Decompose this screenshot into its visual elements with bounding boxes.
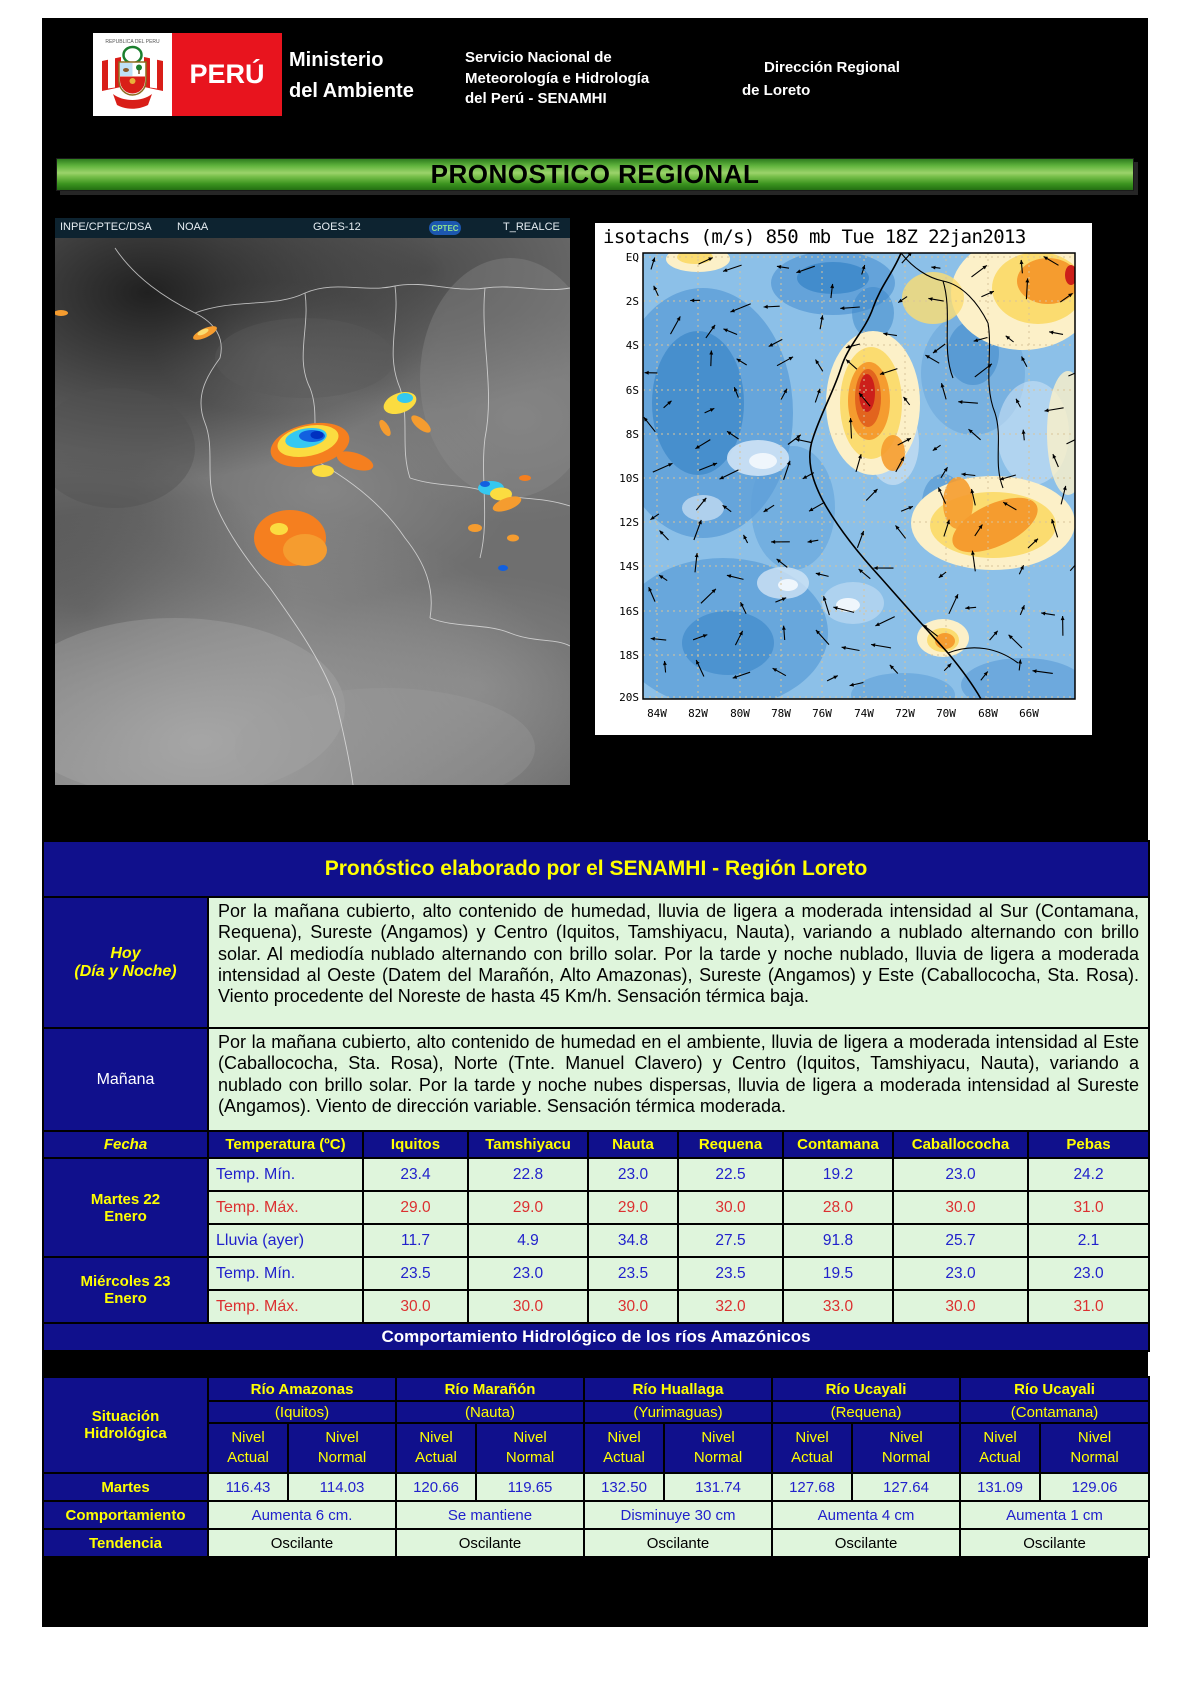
city-header: Tamshiyacu [468, 1131, 588, 1158]
temp-value: 22.5 [678, 1158, 783, 1191]
cptec-logo-text: CPTEC [431, 224, 459, 233]
tendencia-value: Oscilante [584, 1529, 772, 1557]
rain-value: 2.1 [1028, 1224, 1149, 1257]
regional-direction [742, 56, 900, 103]
temp-value: 23.0 [468, 1257, 588, 1290]
forecast-title-cell [43, 841, 1149, 897]
level-value: 131.09 [960, 1473, 1040, 1501]
level-value: 129.06 [1040, 1473, 1149, 1501]
comportamiento-value: Se mantiene [396, 1501, 584, 1529]
level-value: 114.03 [288, 1473, 396, 1501]
temp-value: 30.0 [363, 1290, 468, 1323]
temp-value: 22.8 [468, 1158, 588, 1191]
level-value: 131.74 [664, 1473, 772, 1501]
comportamiento-label: Comportamiento [43, 1501, 208, 1529]
banner-pronostico-regional [56, 158, 1134, 191]
level-value: 127.64 [852, 1473, 960, 1501]
ministry-line2: del Ambiente [289, 80, 414, 102]
lat-tick: 18S [619, 649, 639, 662]
isotach-title: isotachs (m/s) 850 mb Tue 18Z 22jan2013 [603, 226, 1026, 248]
temp-value: 23.0 [893, 1158, 1028, 1191]
date-miercoles-23: Miércoles 23 Enero [43, 1257, 208, 1323]
row-label-temp-min: Temp. Mín. [208, 1257, 363, 1290]
nivel-normal-header: Nivel Normal [852, 1423, 960, 1473]
lat-tick: 2S [625, 295, 639, 308]
forecast-table [42, 840, 1150, 1352]
level-value: 127.68 [772, 1473, 852, 1501]
temp-value: 32.0 [678, 1290, 783, 1323]
temp-value: 29.0 [588, 1191, 678, 1224]
lon-tick: 72W [895, 707, 915, 720]
city-header: Contamana [783, 1131, 893, 1158]
date-martes-22: Martes 22 Enero [43, 1158, 208, 1257]
nivel-normal-header: Nivel Normal [288, 1423, 396, 1473]
river-name: Río Amazonas [208, 1377, 396, 1401]
ministry-name [289, 45, 414, 107]
comportamiento-value: Aumenta 6 cm. [208, 1501, 396, 1529]
river-station: (Requena) [772, 1401, 960, 1423]
level-value: 132.50 [584, 1473, 664, 1501]
service-line2: Meteorología e Hidrología [465, 69, 650, 87]
temp-value: 30.0 [678, 1191, 783, 1224]
river-name: Río Ucayali [960, 1377, 1149, 1401]
martes-label: Martes [43, 1473, 208, 1501]
lon-tick: 84W [647, 707, 667, 720]
lat-tick: EQ [625, 251, 639, 264]
river-name: Río Huallaga [584, 1377, 772, 1401]
city-header: Nauta [588, 1131, 678, 1158]
satellite-image-panel [55, 218, 570, 785]
isotach-map-panel [595, 223, 1092, 735]
nivel-normal-header: Nivel Normal [664, 1423, 772, 1473]
today-forecast-text: Por la mañana cubierto, alto contenido de humedad, lluvia de ligera a moderada intensidad al Sur (Contamana, Requena), Sureste (Angamos) y Centro (Iquitos, Tamshiyacu, Nauta), variando a nublado alternando con brillo solar. Al mediodía nublado alternando con brillo solar. Por la tarde y noche nublado, lluvia de ligera a moderada intensidad al Oeste (Datem del Marañón, Alto Amazonas), Sureste (Angamos) y Este (Caballococha, Sta. Rosa). Viento procedente del Noreste de hasta 45 Km/h. Sensación térmica baja. [208, 897, 1149, 1028]
satellite-channel-label: T_REALCE [503, 221, 560, 233]
satellite-agency-label: NOAA [177, 221, 209, 233]
row-label-temp-max: Temp. Máx. [208, 1290, 363, 1323]
lat-tick: 6S [625, 384, 639, 397]
satellite-header-bar [55, 218, 570, 238]
nivel-actual-header: Nivel Actual [584, 1423, 664, 1473]
service-line1: Servicio Nacional de [465, 49, 612, 66]
row-label-lluvia: Lluvia (ayer) [208, 1224, 363, 1257]
rain-value: 91.8 [783, 1224, 893, 1257]
nivel-normal-header: Nivel Normal [476, 1423, 584, 1473]
level-value: 120.66 [396, 1473, 476, 1501]
level-value: 116.43 [208, 1473, 288, 1501]
lat-tick: 20S [619, 691, 639, 704]
lon-tick: 76W [812, 707, 832, 720]
direction-line2: de Loreto [742, 82, 811, 100]
banner-title: PRONOSTICO REGIONAL [430, 159, 760, 189]
rain-value: 25.7 [893, 1224, 1028, 1257]
temp-value: 23.5 [363, 1257, 468, 1290]
tendencia-value: Oscilante [960, 1529, 1149, 1557]
peru-logo [172, 33, 282, 116]
lon-axis [647, 707, 1039, 720]
peru-coat-of-arms [93, 33, 172, 116]
today-label: Hoy (Día y Noche) [43, 897, 208, 1028]
comportamiento-value: Aumenta 1 cm [960, 1501, 1149, 1529]
lon-tick: 66W [1019, 707, 1039, 720]
rain-value: 34.8 [588, 1224, 678, 1257]
river-name: Río Ucayali [772, 1377, 960, 1401]
river-station: (Iquitos) [208, 1401, 396, 1423]
river-station: (Yurimaguas) [584, 1401, 772, 1423]
rain-value: 4.9 [468, 1224, 588, 1257]
river-name: Río Marañón [396, 1377, 584, 1401]
tendencia-label: Tendencia [43, 1529, 208, 1557]
city-header: Requena [678, 1131, 783, 1158]
lat-tick: 16S [619, 605, 639, 618]
nivel-actual-header: Nivel Actual [960, 1423, 1040, 1473]
level-value: 119.65 [476, 1473, 584, 1501]
lat-tick: 10S [619, 472, 639, 485]
lon-tick: 68W [978, 707, 998, 720]
rain-value: 27.5 [678, 1224, 783, 1257]
service-line3: del Perú - SENAMHI [465, 90, 607, 108]
peru-logo-text: PERÚ [189, 59, 265, 89]
comportamiento-value: Disminuye 30 cm [584, 1501, 772, 1529]
temp-value: 30.0 [893, 1290, 1028, 1323]
lat-tick: 12S [619, 516, 639, 529]
isotach-map [595, 251, 1092, 735]
nivel-actual-header: Nivel Actual [396, 1423, 476, 1473]
temp-value: 23.0 [893, 1257, 1028, 1290]
temp-value: 28.0 [783, 1191, 893, 1224]
temp-value: 23.4 [363, 1158, 468, 1191]
lon-tick: 74W [854, 707, 874, 720]
temp-value: 19.2 [783, 1158, 893, 1191]
lat-tick: 4S [625, 339, 639, 352]
coat-arc-text: REPUBLICA DEL PERU [105, 39, 160, 45]
temp-value: 31.0 [1028, 1290, 1149, 1323]
lat-tick: 14S [619, 560, 639, 573]
row-label-temp-max: Temp. Máx. [208, 1191, 363, 1224]
rain-value: 11.7 [363, 1224, 468, 1257]
city-header: Pebas [1028, 1131, 1149, 1158]
city-header: Iquitos [363, 1131, 468, 1158]
temp-value: 19.5 [783, 1257, 893, 1290]
nivel-actual-header: Nivel Actual [208, 1423, 288, 1473]
river-station: (Nauta) [396, 1401, 584, 1423]
lon-tick: 78W [771, 707, 791, 720]
temp-value: 30.0 [468, 1290, 588, 1323]
hydro-section-title: Comportamiento Hidrológico de los ríos Amazónicos [381, 1327, 811, 1346]
nivel-normal-header: Nivel Normal [1040, 1423, 1149, 1473]
temp-value: 24.2 [1028, 1158, 1149, 1191]
fecha-header: Fecha [43, 1131, 208, 1158]
ministry-line1: Ministerio [289, 49, 384, 71]
bulletin-sheet [42, 18, 1148, 1627]
lon-tick: 82W [688, 707, 708, 720]
temp-value: 30.0 [588, 1290, 678, 1323]
temp-value: 33.0 [783, 1290, 893, 1323]
temperatura-header: Temperatura (ºC) [208, 1131, 363, 1158]
service-name [465, 48, 649, 110]
hydro-section-title-cell [43, 1323, 1149, 1351]
lon-tick: 80W [730, 707, 750, 720]
forecast-title: Pronóstico elaborado por el SENAMHI - Región Loreto [324, 857, 868, 880]
tomorrow-forecast-text: Por la mañana cubierto, alto contenido de humedad en el ambiente, lluvia de ligera a moderada intensidad al Este (Caballococha, Sta. Rosa), Norte (Tnte. Manuel Clavero) y Centro (Iquitos, Tamshiyacu, Nauta), variando a nublado con brillo solar. Por la tarde y noche nubes dispersas, lluvia de ligera a moderada intensidad al Sureste (Angamos). Viento de dirección variable. Sensación térmica moderada. [208, 1028, 1149, 1131]
nivel-actual-header: Nivel Actual [772, 1423, 852, 1473]
temp-value: 23.5 [678, 1257, 783, 1290]
situacion-label: Situación Hidrológica [43, 1377, 208, 1473]
lon-tick: 70W [936, 707, 956, 720]
river-station: (Contamana) [960, 1401, 1149, 1423]
temp-value: 30.0 [893, 1191, 1028, 1224]
cptec-logo [429, 221, 461, 235]
direction-line1: Dirección Regional [764, 59, 900, 76]
satellite-name-label: GOES-12 [313, 221, 361, 233]
comportamiento-value: Aumenta 4 cm [772, 1501, 960, 1529]
temp-value: 23.0 [1028, 1257, 1149, 1290]
temp-value: 31.0 [1028, 1191, 1149, 1224]
temp-value: 23.0 [588, 1158, 678, 1191]
row-label-temp-min: Temp. Mín. [208, 1158, 363, 1191]
city-header: Caballococha [893, 1131, 1028, 1158]
temp-value: 23.5 [588, 1257, 678, 1290]
temp-value: 29.0 [468, 1191, 588, 1224]
tendencia-value: Oscilante [396, 1529, 584, 1557]
satellite-cloud-image [55, 238, 570, 785]
lat-tick: 8S [625, 428, 639, 441]
tendencia-value: Oscilante [772, 1529, 960, 1557]
satellite-source-label: INPE/CPTEC/DSA [60, 221, 152, 233]
hydro-table [42, 1376, 1150, 1558]
tomorrow-label: Mañana [43, 1028, 208, 1131]
lat-axis [619, 251, 639, 704]
tendencia-value: Oscilante [208, 1529, 396, 1557]
temp-value: 29.0 [363, 1191, 468, 1224]
